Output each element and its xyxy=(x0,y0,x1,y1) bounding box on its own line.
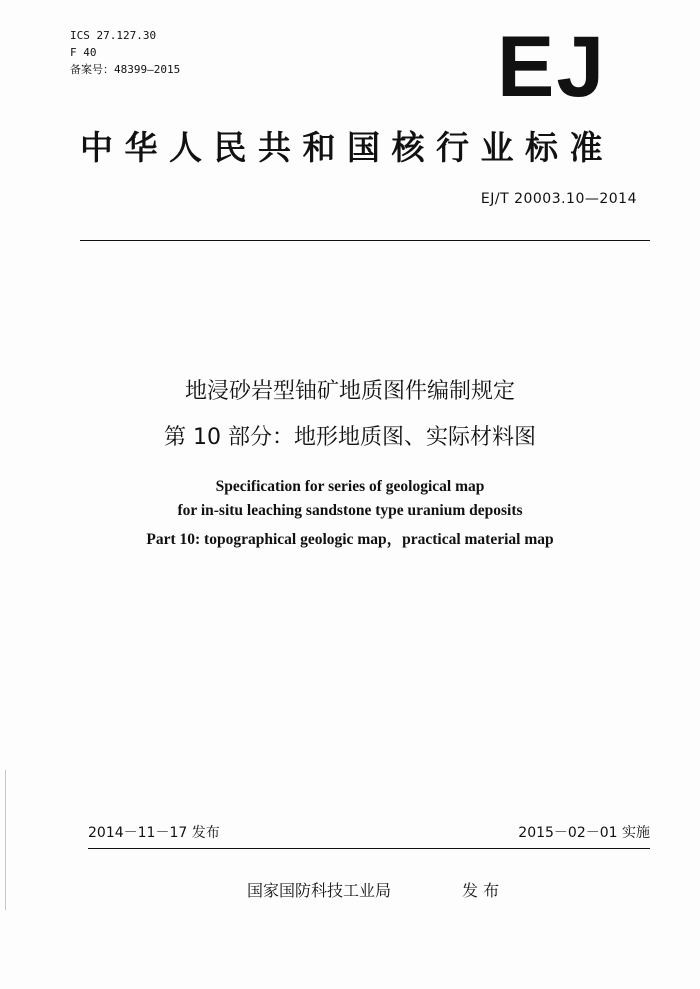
standard-code: EJ/T 20003.10—2014 xyxy=(480,191,637,207)
record-number: 备案号：48399—2015 xyxy=(70,63,181,76)
header-divider xyxy=(80,240,650,241)
scan-edge-line xyxy=(5,770,6,910)
classification-code: F 40 xyxy=(70,46,97,59)
en-title-line2: for in-situ leaching sandstone type uranium deposits xyxy=(177,502,523,519)
zh-title-line2: 第 10 部分：地形地质图、实际材料图 xyxy=(164,425,536,450)
footer-divider xyxy=(88,848,650,849)
issuer-name: 国家国防科技工业局 xyxy=(247,881,392,900)
issue-date: 2014－11－17 发布 xyxy=(88,825,220,841)
zh-title-line1: 地浸砂岩型铀矿地质图件编制规定 xyxy=(184,379,515,404)
en-title-line3: Part 10: topographical geologic map，practical material map xyxy=(146,531,554,548)
issue-label: 发 布 xyxy=(462,881,500,900)
standard-category-title: 中华人民共和国核行业标准 xyxy=(80,128,614,167)
en-title-line1: Specification for series of geological map xyxy=(215,478,485,495)
effective-date: 2015－02－01 实施 xyxy=(518,825,650,841)
ej-logo: EJ xyxy=(497,19,607,115)
ics-code: ICS 27.127.30 xyxy=(70,29,157,42)
